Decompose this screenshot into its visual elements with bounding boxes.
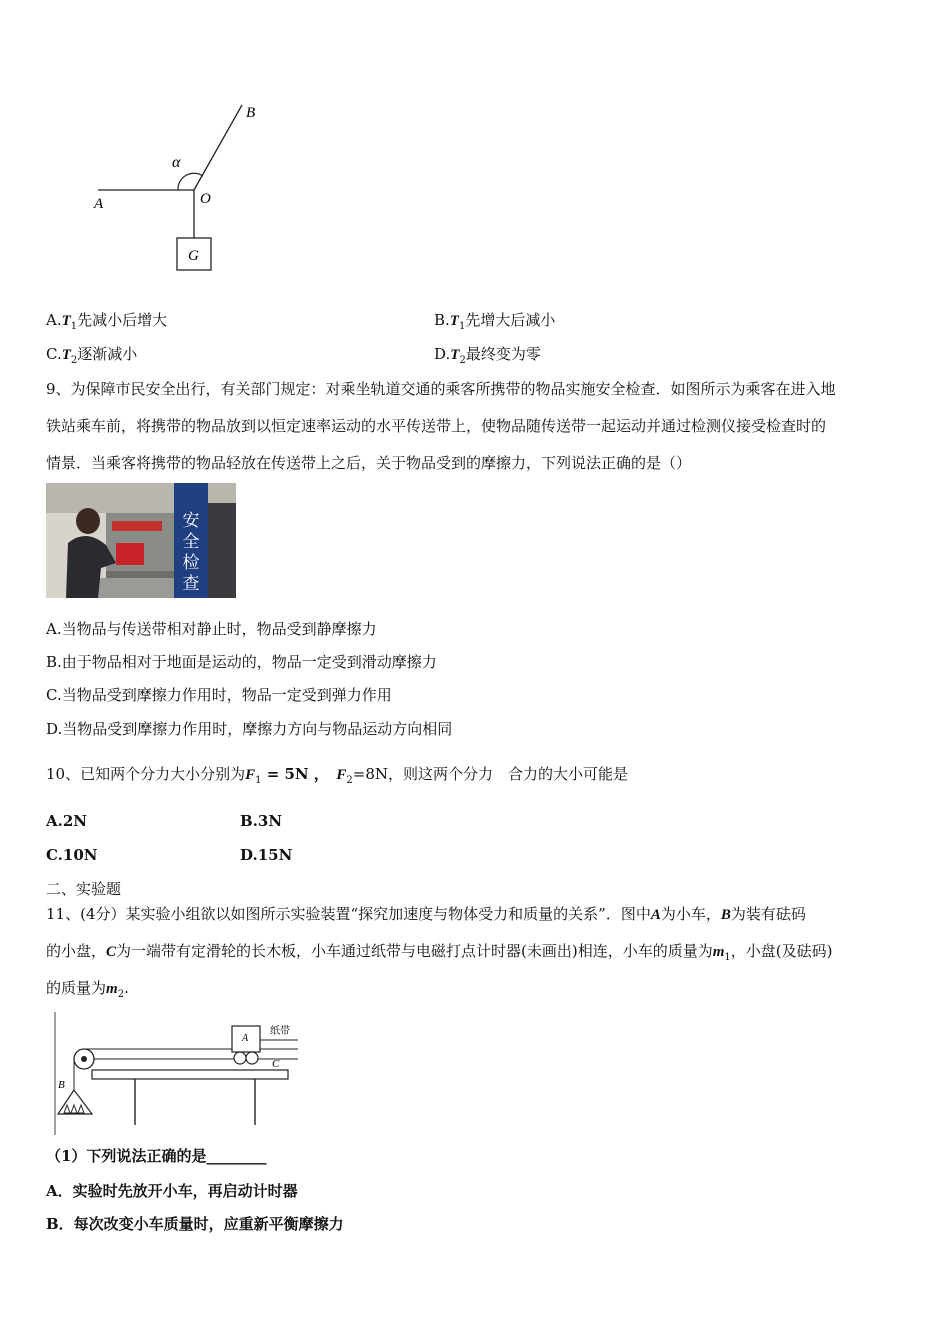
security-sign <box>178 511 204 595</box>
q8-option-d: $D.T_2$最终变为零 <box>434 345 541 366</box>
cart-wheel <box>246 1052 258 1064</box>
q8-option-a: $A.T_1$先减小后增大 <box>46 311 168 332</box>
q9-stem-line-3: 情景．当乘客将携带的物品轻放在传送带上之后，关于物品受到的摩擦力，下列说法正确的是（） <box>46 454 692 472</box>
label-paper-tape: 纸带 <box>270 1026 290 1037</box>
sign-char: 安 <box>182 511 200 531</box>
q9-stem-line-1: 9、为保障市民安全出行，有关部门规定：对乘坐轨道交通的乘客所携带的物品实施安全检查．如图所示为乘客在进入地 <box>46 380 836 398</box>
q11-subquestion-1: （1）下列说法正确的是________ <box>46 1147 267 1165</box>
label-g: G <box>188 248 199 264</box>
label-o: O <box>200 191 211 207</box>
cart-wheel <box>234 1052 246 1064</box>
security-check-illustration <box>46 483 236 598</box>
label-pan-b: B <box>58 1079 65 1091</box>
q9-stem-line-2: 铁站乘车前，将携带的物品放到以恒定速率运动的水平传送带上，使物品随传送带一起运动并通过检测仪接受检查时的 <box>46 417 827 435</box>
experiment-apparatus-diagram <box>50 1010 310 1140</box>
q9-option-c: C.当物品受到摩擦力作用时，物品一定受到弹力作用 <box>46 686 392 704</box>
pulley-axle <box>81 1056 87 1062</box>
label-alpha: α <box>172 154 181 171</box>
sign-char: 检 <box>182 553 200 573</box>
rope-ob <box>194 105 242 190</box>
q10-option-d: D.15N <box>240 846 293 864</box>
q10-option-b: B.3N <box>240 812 283 830</box>
label-a: A <box>94 196 104 212</box>
q11-stem-line-3: 的质量为$m_2$. <box>46 979 129 1000</box>
sign-char: 查 <box>182 574 200 594</box>
section-title: 二、实验题 <box>46 880 122 898</box>
q11-stem-line-2: 的小盘，C为一端带有定滑轮的长木板，小车通过纸带与电磁打点计时器(未画出)相连，小车的质量为$m_1$，小盘(及砝码) <box>46 942 833 963</box>
long-board <box>92 1070 288 1079</box>
force-diagram <box>90 95 270 280</box>
q9-option-b: B.由于物品相对于地面是运动的，物品一定受到滑动摩擦力 <box>46 653 437 671</box>
q8-option-b: $B.T_1$先增大后减小 <box>434 311 556 332</box>
q11-option-b: B．每次改变小车质量时，应重新平衡摩擦力 <box>46 1215 344 1233</box>
label-board-c: C <box>272 1058 280 1070</box>
security-check-photo <box>46 483 236 598</box>
q10-option-c: C.10N <box>46 846 98 864</box>
q10-stem: 10、已知两个分力大小分别为$F_1 = 5N$ ， $F_2=8N$，则这两个分力 合力的大小可能是 <box>46 765 629 786</box>
label-b: B <box>246 105 256 121</box>
sign-char: 全 <box>182 532 200 552</box>
q10-option-a: A.2N <box>46 812 88 830</box>
q9-option-a: A.当物品与传送带相对静止时，物品受到静摩擦力 <box>46 620 377 638</box>
q11-stem-line-1: 11、(4分）某实验小组欲以如图所示实验装置“探究加速度与物体受力和质量的关系”．图中A为小车，B为装有砝码 <box>46 905 806 923</box>
q9-option-d: D.当物品受到摩擦力作用时，摩擦力方向与物品运动方向相同 <box>46 720 453 738</box>
label-cart-a: A <box>242 1033 249 1044</box>
q8-option-c: $C.T_2$逐渐减小 <box>46 345 138 366</box>
q11-option-a: A．实验时先放开小车，再启动计时器 <box>46 1182 298 1200</box>
